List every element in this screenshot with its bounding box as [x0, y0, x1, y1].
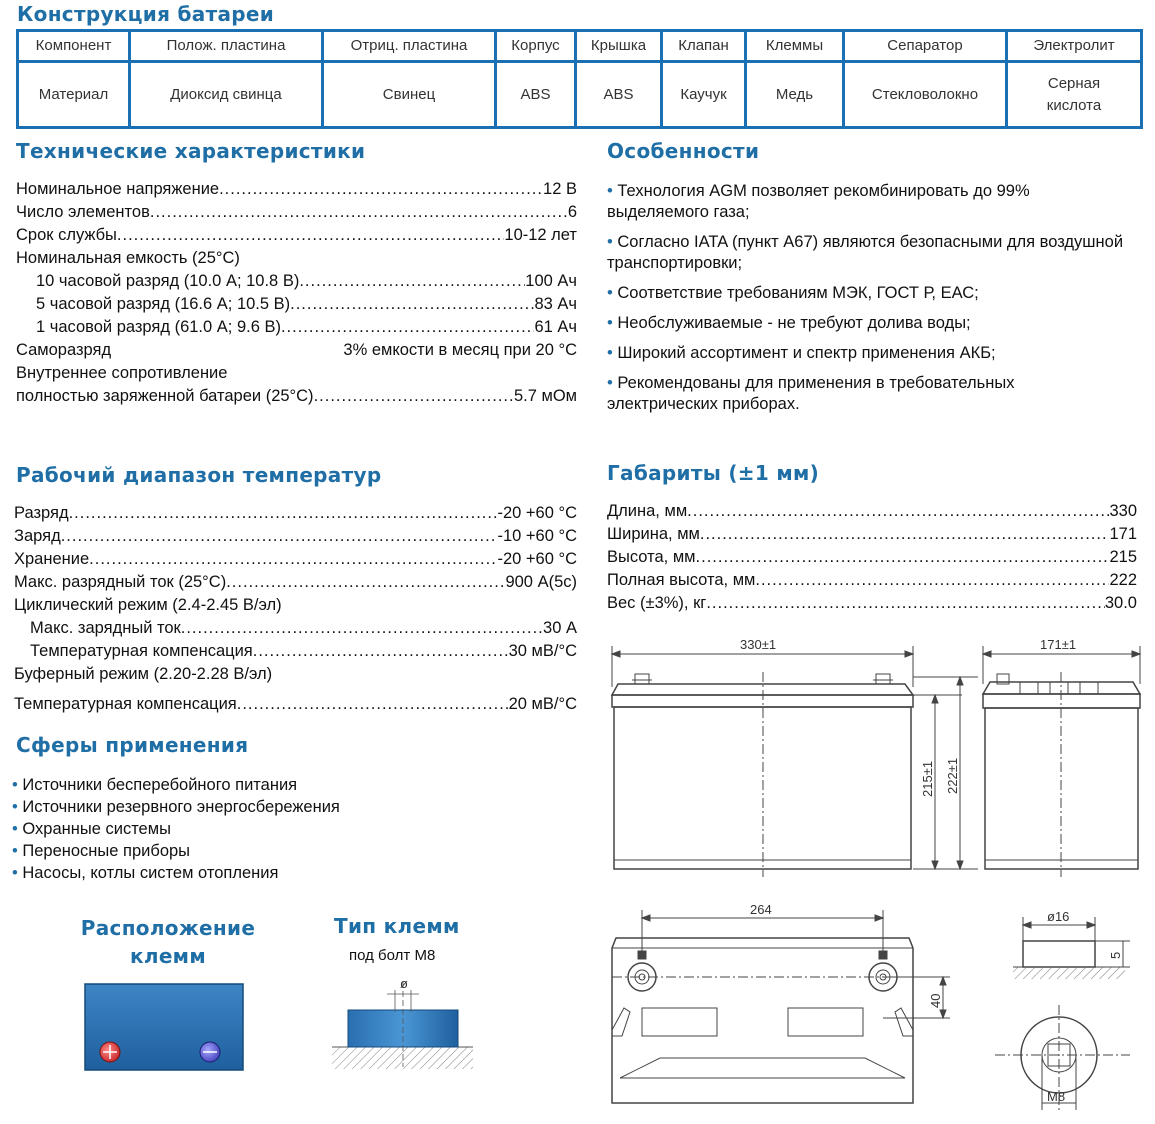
apps-list — [12, 774, 340, 884]
spec-label: Температурная компенсация — [30, 642, 253, 660]
bullet-icon: • — [607, 314, 613, 332]
spec-value: 12 В — [543, 180, 577, 198]
full-height-label: 222±1 — [945, 757, 960, 794]
spec-value: -20 +60 °С — [497, 550, 577, 568]
spec-row — [607, 592, 1137, 615]
spec-label: Температурная компенсация — [14, 695, 237, 713]
front-width-label: 330±1 — [740, 637, 777, 652]
spec-row — [14, 693, 577, 716]
spec-row — [14, 617, 577, 640]
list-item — [607, 181, 1127, 223]
table-cell: Серная кислота — [1007, 62, 1142, 128]
bolt-size-label: М8 — [1047, 1089, 1066, 1104]
top-view-drawing — [600, 898, 955, 1113]
feature-text: Технология AGM позволяет рекомбинировать до 99% выделяемого газа; — [607, 182, 1030, 221]
spec-value: 61 Ач — [534, 318, 577, 336]
list-item — [12, 774, 340, 796]
spec-row — [14, 663, 577, 686]
bullet-icon: • — [607, 284, 613, 302]
terminal-layout-title-line: клемм — [130, 944, 206, 968]
leader-dots — [150, 201, 568, 224]
leader-dots — [299, 270, 525, 293]
bullet-icon: • — [12, 798, 18, 816]
spec-row — [16, 224, 577, 247]
table-cell: Материал — [18, 62, 130, 128]
leader-dots — [89, 548, 497, 571]
table-header-cell: Компонент — [18, 31, 130, 62]
leader-dots — [219, 178, 543, 201]
temp-specs — [14, 502, 577, 716]
diameter-symbol: ø — [400, 976, 408, 991]
feature-text: Соответствие требованиям МЭК, ГОСТ Р, ЕАС; — [617, 284, 979, 302]
leader-dots — [700, 523, 1110, 546]
spec-row — [14, 594, 577, 617]
feature-text: Необслуживаемые - не требуют долива воды; — [617, 314, 971, 332]
negative-terminal-icon — [200, 1042, 220, 1062]
spec-label: Хранение — [14, 550, 90, 568]
height-label: 215±1 — [920, 760, 935, 797]
spec-row — [607, 500, 1137, 523]
table-cell: ABS — [496, 62, 576, 128]
spec-label: Ширина, мм — [607, 525, 700, 543]
bullet-icon: • — [12, 776, 18, 794]
spec-row — [16, 385, 577, 408]
spec-label: 1 часовой разряд (61.0 А; 9.6 В) — [36, 318, 281, 336]
leader-dots — [181, 617, 543, 640]
app-text: Насосы, котлы систем отопления — [22, 864, 279, 882]
spec-row — [16, 362, 577, 385]
spec-row — [16, 201, 577, 224]
spec-value: -20 +60 °С — [497, 504, 577, 522]
ground-hatch — [332, 1047, 473, 1069]
spec-value: 5.7 мОм — [513, 387, 577, 405]
spec-label: Буферный режим (2.20-2.28 В/эл) — [14, 665, 273, 683]
spec-label: Макс. разрядный ток (25°С) — [14, 573, 227, 591]
dims-specs — [607, 500, 1137, 615]
spec-value: 222 — [1109, 571, 1137, 589]
spec-label: Заряд — [14, 527, 61, 545]
list-item — [607, 283, 1127, 304]
feature-text: Широкий ассортимент и спектр применения АКБ; — [617, 344, 996, 362]
leader-dots — [281, 316, 534, 339]
terminal-layout-diagram — [84, 983, 244, 1071]
spec-label: Номинальное напряжение — [16, 180, 220, 198]
list-item — [12, 862, 340, 884]
spec-value: 6 — [567, 203, 577, 221]
spec-row — [16, 316, 577, 339]
list-item — [607, 313, 1127, 334]
spec-label: Внутреннее сопротивление — [16, 364, 228, 382]
temp-title: Рабочий диапазон температур — [16, 463, 382, 487]
front-view-drawing — [600, 632, 985, 882]
bullet-icon: • — [607, 344, 613, 362]
spec-label: полностью заряженной батареи (25°С) — [16, 387, 314, 405]
bullet-icon: • — [607, 374, 613, 392]
terminal-type-title: Тип клемм — [334, 914, 460, 938]
spec-label: Число элементов — [16, 203, 150, 221]
app-text: Охранные системы — [22, 820, 171, 838]
construction-title: Конструкция батареи — [17, 2, 275, 26]
list-item — [607, 373, 1127, 415]
table-header-cell: Крышка — [576, 31, 662, 62]
spec-label: Длина, мм — [607, 502, 688, 520]
leader-dots — [237, 693, 509, 716]
spec-label: Саморазряд — [16, 341, 112, 359]
table-header-row — [18, 31, 1142, 62]
leader-dots — [290, 293, 534, 316]
terminal-spacing-label: 264 — [750, 902, 772, 917]
leader-dots — [706, 592, 1105, 615]
terminal-offset-label: 40 — [928, 993, 943, 1008]
spec-value: 215 — [1109, 548, 1137, 566]
spec-row — [14, 502, 577, 525]
spec-row — [607, 569, 1137, 592]
table-header-cell: Сепаратор — [844, 31, 1007, 62]
leader-dots — [117, 224, 504, 247]
spec-row — [16, 247, 577, 270]
tech-title: Технические характеристики — [16, 139, 366, 163]
leader-dots — [314, 385, 514, 408]
spec-label: 10 часовой разряд (10.0 А; 10.8 В) — [36, 272, 300, 290]
table-header-cell: Клапан — [662, 31, 746, 62]
spec-label: Полная высота, мм — [607, 571, 756, 589]
table-cell: Стекловолокно — [844, 62, 1007, 128]
app-text: Источники резервного энергосбережения — [22, 798, 340, 816]
spec-label: Срок службы — [16, 226, 117, 244]
spec-label: Циклический режим (2.4-2.45 В/эл) — [14, 596, 282, 614]
ground-hatch — [1013, 967, 1125, 979]
feature-text: Согласно IATA (пункт А67) являются безопасными для воздушной транспортировки; — [607, 233, 1124, 272]
leader-dots — [69, 502, 498, 525]
terminal-diameter-label: ø16 — [1047, 909, 1070, 924]
spec-row — [14, 640, 577, 663]
terminal-layout-title — [68, 914, 268, 970]
spec-value: 30.0 — [1104, 594, 1137, 612]
table-cell: Медь — [746, 62, 844, 128]
apps-title: Сферы применения — [16, 733, 249, 757]
table-cell: ABS — [576, 62, 662, 128]
terminal-type-diagram — [330, 972, 475, 1072]
spec-row — [16, 339, 577, 362]
spec-value: 83 Ач — [534, 295, 577, 313]
spec-value: 30 мВ/°С — [508, 642, 577, 660]
spec-row — [607, 523, 1137, 546]
table-cell: Каучук — [662, 62, 746, 128]
spec-row — [14, 525, 577, 548]
table-header-cell: Электролит — [1007, 31, 1142, 62]
leader-dots — [696, 546, 1110, 569]
spec-label: Макс. зарядный ток — [30, 619, 181, 637]
table-header-cell: Корпус — [496, 31, 576, 62]
spec-value: 330 — [1109, 502, 1137, 520]
table-header-cell: Отриц. пластина — [323, 31, 496, 62]
spec-row — [607, 546, 1137, 569]
spec-label: Разряд — [14, 504, 69, 522]
construction-table — [16, 29, 1143, 129]
terminal-type-subtitle: под болт М8 — [349, 947, 436, 964]
bullet-icon: • — [12, 820, 18, 838]
bullet-icon: • — [607, 233, 613, 251]
spec-label: Номинальная емкость (25°С) — [16, 249, 240, 267]
leader-dots — [253, 640, 509, 663]
spec-value: 100 Ач — [525, 272, 577, 290]
table-cell: Диоксид свинца — [130, 62, 323, 128]
leader-dots — [226, 571, 505, 594]
side-view-drawing — [975, 632, 1150, 882]
spec-value: -10 +60 °С — [497, 527, 577, 545]
terminal-height-label: 5 — [1108, 951, 1123, 959]
side-width-label: 171±1 — [1040, 637, 1077, 652]
feature-text: Рекомендованы для применения в требовательных электрических приборах. — [607, 374, 1015, 413]
spec-row — [16, 270, 577, 293]
spec-row — [14, 571, 577, 594]
table-header-cell: Полож. пластина — [130, 31, 323, 62]
bullet-icon: • — [12, 842, 18, 860]
spec-value: 900 А(5с) — [505, 573, 577, 591]
bullet-icon: • — [607, 182, 613, 200]
spec-row — [16, 293, 577, 316]
spec-value: 10-12 лет — [504, 226, 577, 244]
leader-dots — [755, 569, 1109, 592]
list-item — [607, 232, 1127, 274]
table-header-cell: Клеммы — [746, 31, 844, 62]
leader-dots — [687, 500, 1109, 523]
table-cell: Свинец — [323, 62, 496, 128]
spec-label: 5 часовой разряд (16.6 А; 10.5 В) — [36, 295, 291, 313]
spec-row — [16, 178, 577, 201]
list-item — [12, 796, 340, 818]
leader-dots — [61, 525, 498, 548]
tech-specs — [16, 178, 577, 408]
features-list — [607, 181, 1127, 424]
terminal-layout-title-line: Расположение — [80, 916, 256, 940]
spec-value: 20 мВ/°С — [508, 695, 577, 713]
app-text: Переносные приборы — [22, 842, 191, 860]
terminal-detail-drawing — [995, 905, 1140, 1115]
spec-label: Вес (±3%), кг — [607, 594, 707, 612]
positive-terminal-icon — [100, 1042, 120, 1062]
list-item — [12, 818, 340, 840]
app-text: Источники бесперебойного питания — [22, 776, 298, 794]
spec-row — [14, 548, 577, 571]
spec-label: Высота, мм — [607, 548, 696, 566]
bullet-icon: • — [12, 864, 18, 882]
list-item — [607, 343, 1127, 364]
spec-value: 30 А — [543, 619, 577, 637]
dims-title: Габариты (±1 мм) — [607, 461, 820, 485]
spec-value: 3% емкости в месяц при 20 °С — [343, 341, 577, 359]
table-row — [18, 62, 1142, 128]
features-title: Особенности — [607, 139, 760, 163]
spec-value: 171 — [1109, 525, 1137, 543]
list-item — [12, 840, 340, 862]
